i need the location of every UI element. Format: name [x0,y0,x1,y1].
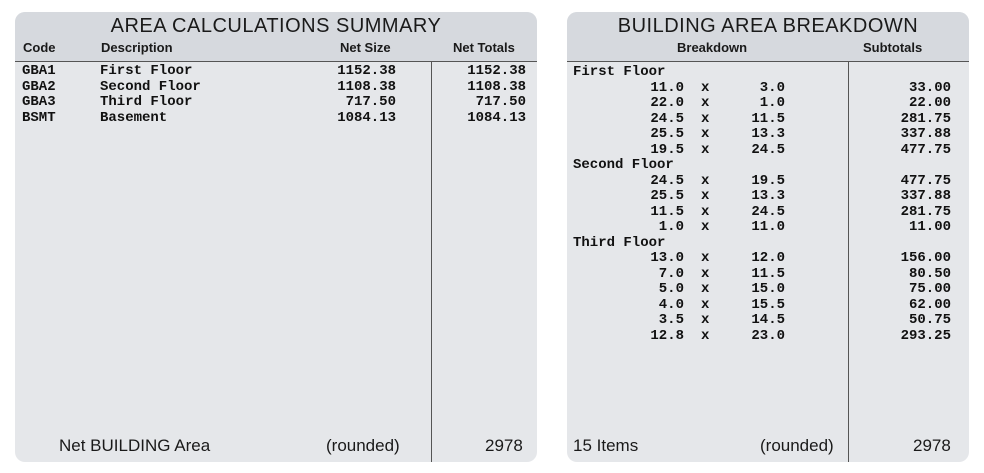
multiply-symbol: x [701,141,710,158]
row-subtotal: 62.00 [908,296,951,313]
row-subtotal: 11.00 [908,219,951,235]
dimension-a: 11.0 [650,79,684,96]
row-subtotal: 337.88 [900,126,951,142]
multiply-symbol: x [701,265,710,282]
dimension-a: 13.0 [650,250,684,266]
breakdown-title: BUILDING AREA BREAKDOWN [617,15,919,37]
dimension-b: 11.0 [751,219,785,235]
row-net-size: 717.50 [345,94,396,110]
row-net-total: 1108.38 [467,78,526,95]
breakdown-row [567,251,969,267]
dimension-b: 24.5 [751,141,785,158]
dimension-b: 15.0 [751,281,785,297]
breakdown-row [567,329,969,345]
area-breakdown-panel [567,12,969,462]
row-subtotal: 477.75 [900,172,951,189]
row-net-size: 1152.38 [337,63,396,79]
row-net-size: 1108.38 [337,78,396,95]
row-subtotal: 281.75 [900,110,951,127]
dimension-a: 25.5 [650,126,684,142]
breakdown-row [567,313,969,329]
row-description: Second Floor [100,78,201,95]
row-description: First Floor [100,63,193,79]
multiply-symbol: x [701,188,710,204]
multiply-symbol: x [701,281,710,297]
dimension-b: 11.5 [751,110,785,127]
dimension-a: 5.0 [658,281,684,297]
summary-header [15,12,537,62]
breakdown-row [567,81,969,97]
dimension-a: 24.5 [650,172,684,189]
dimension-b: 11.5 [751,265,785,282]
row-description: Third Floor [100,94,193,110]
dimension-b: 13.3 [751,126,785,142]
row-net-total: 1152.38 [467,63,526,79]
multiply-symbol: x [701,95,710,111]
row-code: BSMT [22,109,56,126]
summary-rounded-label: (rounded) [326,436,400,455]
section-heading [567,236,969,252]
net-size-column-header: Net Size [340,40,391,55]
dimension-a: 1.0 [658,219,684,235]
breakdown-rounded-label: (rounded) [760,436,834,455]
row-subtotal: 75.00 [908,281,951,297]
dimension-b: 24.5 [751,203,785,220]
table-row [15,111,537,127]
dimension-b: 23.0 [751,327,785,344]
dimension-a: 7.0 [658,265,684,282]
row-net-size: 1084.13 [337,109,396,126]
summary-title: AREA CALCULATIONS SUMMARY [110,15,442,37]
section-label: First Floor [573,64,666,80]
net-building-area-label: Net BUILDING Area [59,436,211,455]
section-label: Second Floor [573,157,674,173]
breakdown-row [567,220,969,236]
row-code: GBA1 [22,63,56,79]
dimension-b: 1.0 [759,95,785,111]
description-column-header: Description [101,40,173,55]
breakdown-row [567,189,969,205]
dimension-b: 14.5 [751,312,785,328]
multiply-symbol: x [701,312,710,328]
table-row [15,64,537,80]
dimension-a: 4.0 [658,296,684,313]
row-code: GBA2 [22,78,56,95]
row-subtotal: 337.88 [900,188,951,204]
dimension-a: 24.5 [650,110,684,127]
multiply-symbol: x [701,203,710,220]
dimension-b: 12.0 [751,250,785,266]
breakdown-row [567,298,969,314]
row-subtotal: 293.25 [900,327,951,344]
row-code: GBA3 [22,94,56,110]
breakdown-row [567,96,969,112]
dimension-a: 19.5 [650,141,684,158]
item-count: 15 Items [573,436,639,455]
breakdown-row [567,174,969,190]
breakdown-row [567,282,969,298]
dimension-a: 11.5 [650,203,684,220]
breakdown-row [567,127,969,143]
dimension-a: 3.5 [658,312,684,328]
row-net-total: 717.50 [475,94,526,110]
breakdown-total: 2978 [913,436,951,455]
subtotals-column-header: Subtotals [863,40,923,55]
table-row [15,95,537,111]
code-column-header: Code [23,40,56,55]
row-subtotal: 80.50 [908,265,951,282]
multiply-symbol: x [701,250,710,266]
multiply-symbol: x [701,327,710,344]
table-row [15,80,537,96]
multiply-symbol: x [701,219,710,235]
row-subtotal: 50.75 [908,312,951,328]
row-subtotal: 33.00 [908,79,951,96]
dimension-a: 25.5 [650,188,684,204]
breakdown-row [567,143,969,159]
multiply-symbol: x [701,79,710,96]
row-subtotal: 22.00 [908,95,951,111]
multiply-symbol: x [701,172,710,189]
dimension-a: 22.0 [650,95,684,111]
row-description: Basement [100,109,168,126]
row-subtotal: 156.00 [900,250,951,266]
section-heading [567,65,969,81]
row-subtotal: 477.75 [900,141,951,158]
breakdown-row [567,112,969,128]
multiply-symbol: x [701,110,710,127]
net-building-area-total: 2978 [485,436,523,455]
section-label: Third Floor [573,234,666,251]
multiply-symbol: x [701,126,710,142]
area-summary-panel [15,12,537,462]
dimension-a: 12.8 [650,327,684,344]
breakdown-column-header: Breakdown [677,40,748,55]
dimension-b: 3.0 [759,79,785,96]
multiply-symbol: x [701,296,710,313]
row-net-total: 1084.13 [467,109,526,126]
dimension-b: 19.5 [751,172,785,189]
breakdown-row [567,267,969,283]
row-subtotal: 281.75 [900,203,951,220]
dimension-b: 15.5 [751,296,785,313]
section-heading [567,158,969,174]
net-totals-column-header: Net Totals [453,40,515,55]
breakdown-row [567,205,969,221]
breakdown-header [567,12,969,62]
dimension-b: 13.3 [751,188,785,204]
